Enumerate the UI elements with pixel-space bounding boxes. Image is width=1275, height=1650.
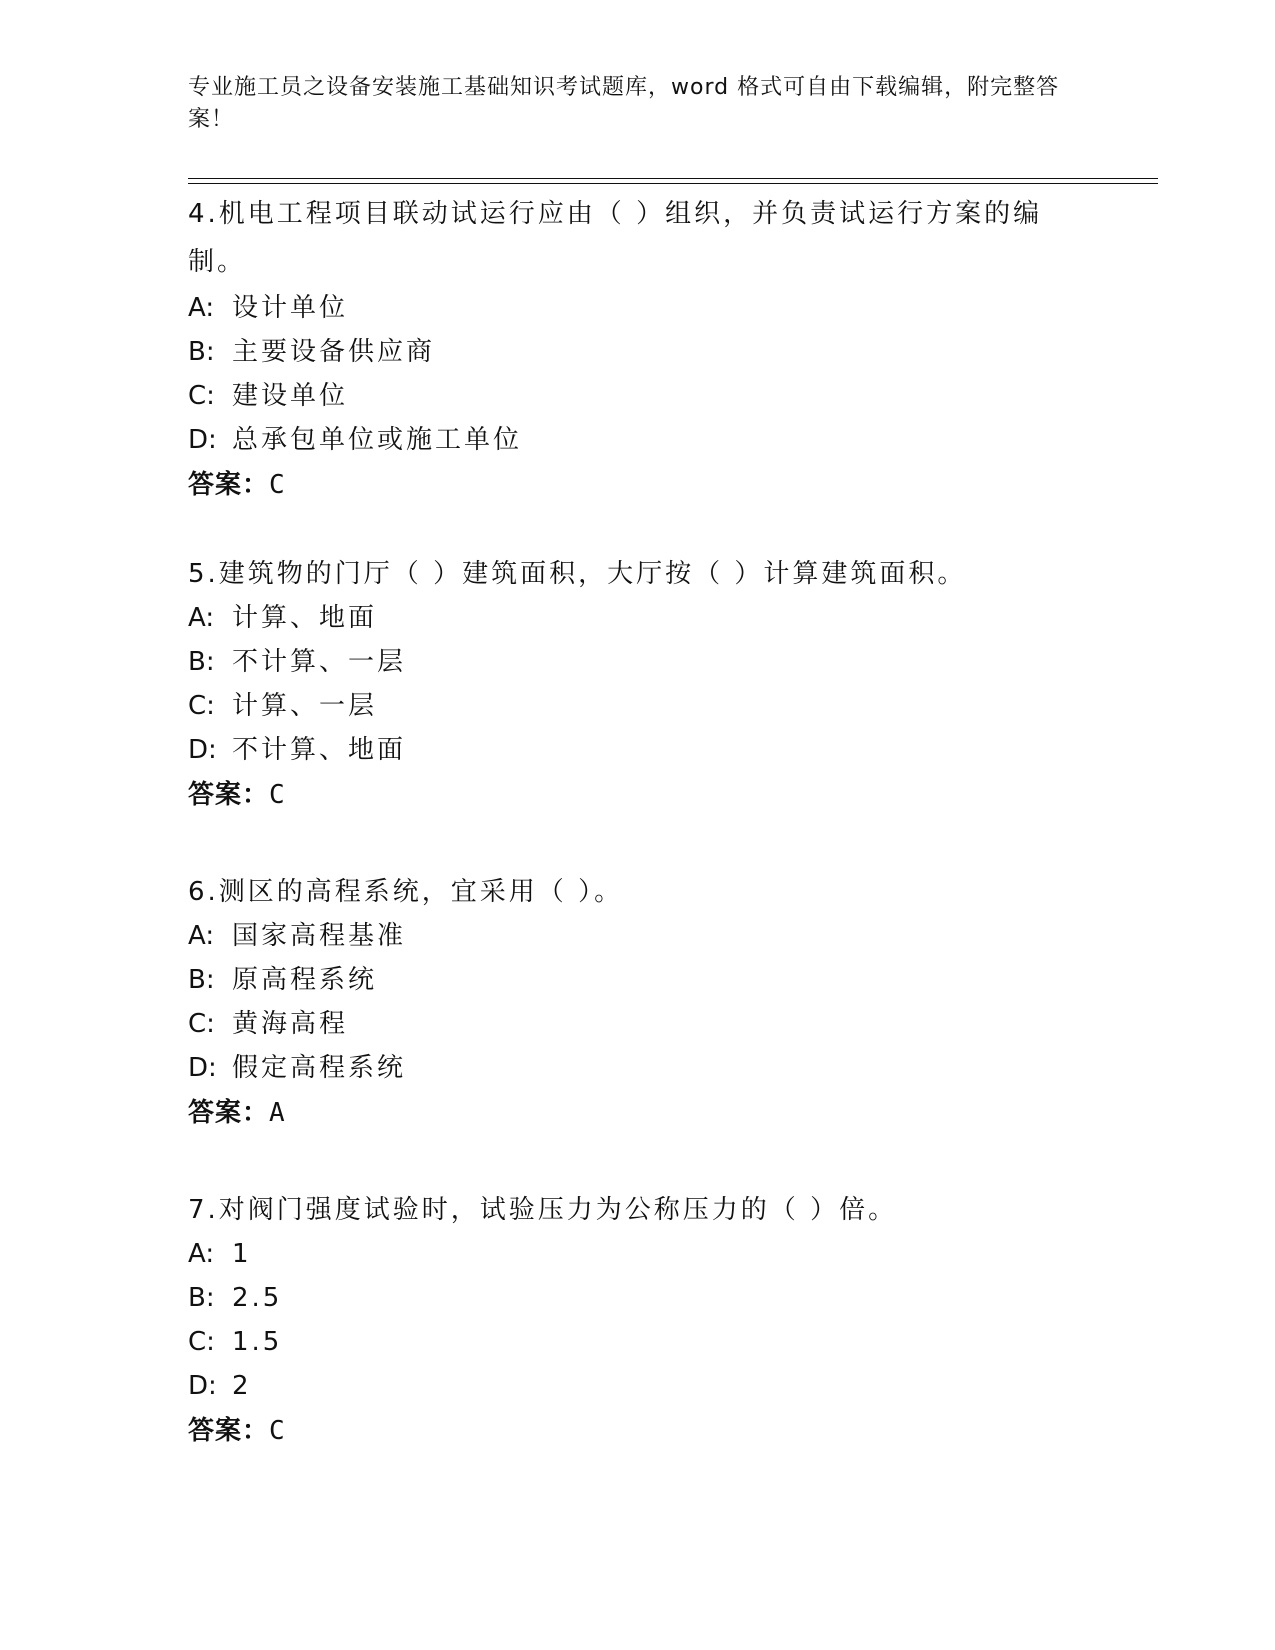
option-d	[188, 1046, 1088, 1090]
question-stem: 5.建筑物的门厅（ ）建筑面积，大厅按（ ）计算建筑面积。	[188, 559, 967, 589]
answer-label: 答案：	[188, 780, 270, 810]
question-7	[188, 1188, 1088, 1454]
option-text: 黄海高程	[232, 1009, 349, 1039]
option-text: 主要设备供应商	[232, 337, 436, 367]
header-divider-top	[188, 178, 1158, 179]
option-a	[188, 286, 1088, 330]
document-header: 专业施工员之设备安装施工基础知识考试题库，word 格式可自由下载编辑，附完整答案！	[188, 75, 1060, 132]
option-key: A:	[188, 293, 215, 323]
option-text: 1	[232, 1239, 252, 1269]
answer-value: C	[269, 1416, 286, 1446]
answer-label: 答案：	[188, 1416, 270, 1446]
option-key: D:	[188, 735, 217, 765]
option-c	[188, 684, 1088, 728]
question-stem: 4.机电工程项目联动试运行应由（ ）组织，并负责试运行方案的编制。	[188, 199, 1043, 277]
question-4	[188, 190, 1088, 508]
answer-value: C	[269, 470, 286, 500]
option-key: B:	[188, 965, 215, 995]
option-text: 不计算、地面	[232, 735, 407, 765]
option-key: D:	[188, 1371, 217, 1401]
option-key: B:	[188, 647, 215, 677]
answer-line	[188, 462, 1088, 508]
option-text: 假定高程系统	[232, 1053, 407, 1083]
question-stem: 6.测区的高程系统，宜采用（ ）。	[188, 877, 624, 907]
option-c	[188, 374, 1088, 418]
question-6	[188, 870, 1088, 1136]
option-a	[188, 914, 1088, 958]
option-text: 计算、地面	[232, 603, 378, 633]
question-5	[188, 552, 1088, 818]
option-key: C:	[188, 1327, 215, 1357]
option-key: D:	[188, 425, 217, 455]
option-b	[188, 958, 1088, 1002]
option-key: B:	[188, 1283, 215, 1313]
option-d	[188, 728, 1088, 772]
answer-value: A	[269, 1098, 286, 1128]
option-text: 设计单位	[232, 293, 349, 323]
option-text: 1.5	[232, 1327, 283, 1357]
option-text: 总承包单位或施工单位	[232, 425, 523, 455]
option-key: B:	[188, 337, 215, 367]
question-stem: 7.对阀门强度试验时，试验压力为公称压力的（ ）倍。	[188, 1195, 898, 1225]
answer-label: 答案：	[188, 470, 270, 500]
option-text: 国家高程基准	[232, 921, 407, 951]
option-key: A:	[188, 1239, 215, 1269]
option-a	[188, 596, 1088, 640]
answer-line	[188, 1408, 1088, 1454]
option-text: 2.5	[232, 1283, 283, 1313]
option-c	[188, 1002, 1088, 1046]
option-text: 建设单位	[232, 381, 349, 411]
option-text: 2	[232, 1371, 252, 1401]
option-key: C:	[188, 691, 215, 721]
answer-line	[188, 772, 1088, 818]
answer-label: 答案：	[188, 1098, 270, 1128]
answer-value: C	[269, 780, 286, 810]
option-d	[188, 1364, 1088, 1408]
option-key: A:	[188, 603, 215, 633]
option-text: 原高程系统	[232, 965, 378, 995]
option-key: C:	[188, 381, 215, 411]
option-c	[188, 1320, 1088, 1364]
option-d	[188, 418, 1088, 462]
answer-line	[188, 1090, 1088, 1136]
option-a	[188, 1232, 1088, 1276]
option-b	[188, 330, 1088, 374]
option-key: C:	[188, 1009, 215, 1039]
option-text: 计算、一层	[232, 691, 378, 721]
option-key: D:	[188, 1053, 217, 1083]
option-b	[188, 1276, 1088, 1320]
option-text: 不计算、一层	[232, 647, 407, 677]
option-b	[188, 640, 1088, 684]
header-divider-bottom	[188, 183, 1158, 184]
option-key: A:	[188, 921, 215, 951]
